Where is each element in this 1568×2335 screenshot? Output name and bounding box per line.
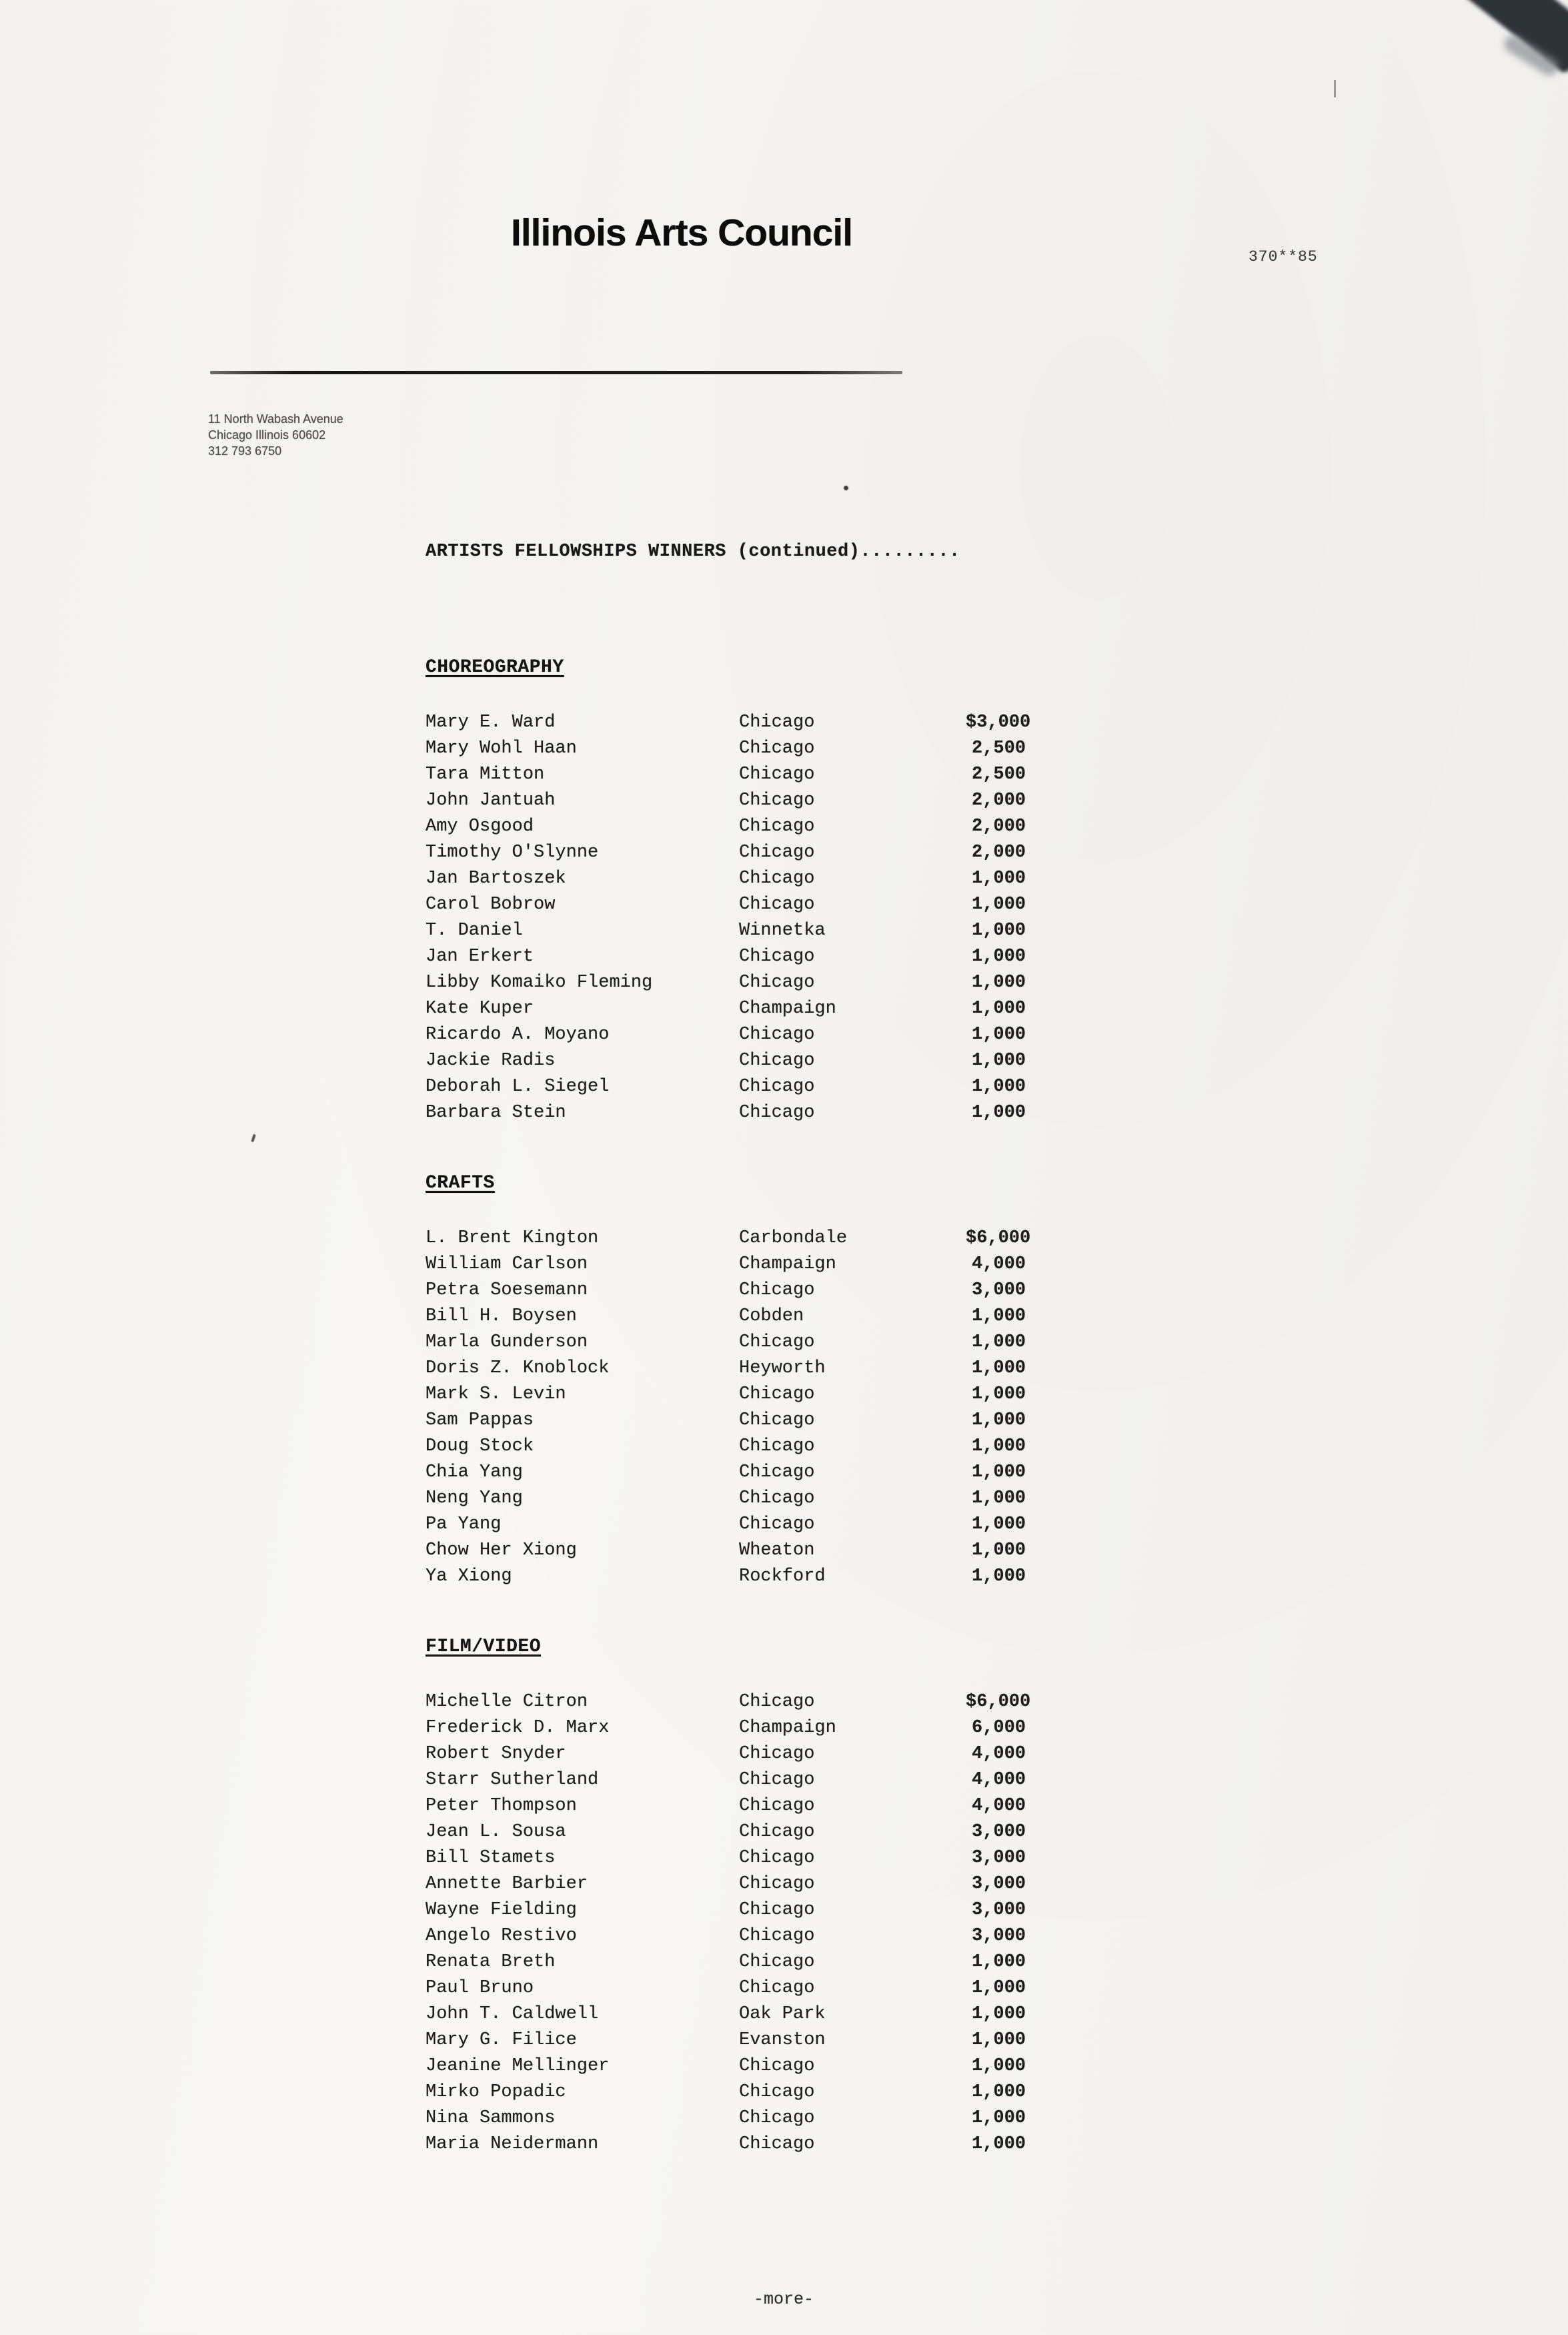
cell-amount: 3,000 bbox=[971, 1822, 1026, 1842]
cell-name: Doris Z. Knoblock bbox=[426, 1358, 610, 1378]
cell-city: Rockford bbox=[739, 1566, 826, 1586]
cell-amount: 1,000 bbox=[971, 1462, 1026, 1482]
cell-amount: 1,000 bbox=[971, 1025, 1026, 1045]
cell-amount: 1,000 bbox=[971, 1306, 1026, 1326]
table-row bbox=[426, 1356, 1026, 1382]
cell-amount: 2,500 bbox=[971, 765, 1026, 785]
table-row bbox=[426, 1408, 1026, 1434]
cell-name: Petra Soesemann bbox=[426, 1280, 588, 1300]
table-row bbox=[426, 918, 1026, 944]
table-row bbox=[426, 1252, 1026, 1278]
cell-amount: 1,000 bbox=[971, 1103, 1026, 1123]
cell-city: Chicago bbox=[739, 1796, 815, 1816]
cell-amount: 2,000 bbox=[971, 843, 1026, 863]
cell-city: Chicago bbox=[739, 1332, 815, 1352]
cell-amount: 1,000 bbox=[971, 1978, 1026, 1998]
cell-name: Paul Bruno bbox=[426, 1978, 534, 1998]
cell-name: Angelo Restivo bbox=[426, 1926, 577, 1946]
cell-name: Mary Wohl Haan bbox=[426, 739, 577, 759]
cell-city: Chicago bbox=[739, 1025, 815, 1045]
document-title: ARTISTS FELLOWSHIPS WINNERS (continued)......... bbox=[426, 542, 960, 562]
table-row bbox=[426, 2132, 1026, 2158]
cell-city: Chicago bbox=[739, 1952, 815, 1972]
cell-amount: 1,000 bbox=[971, 1051, 1026, 1071]
cell-city: Chicago bbox=[739, 1488, 815, 1508]
cell-name: Chia Yang bbox=[426, 1462, 523, 1482]
table-row bbox=[426, 1871, 1026, 1897]
cell-amount: 1,000 bbox=[971, 1384, 1026, 1404]
cell-name: Jan Erkert bbox=[426, 947, 534, 967]
cell-name: Jean L. Sousa bbox=[426, 1822, 566, 1842]
cell-amount: 1,000 bbox=[971, 973, 1026, 993]
cell-amount: 1,000 bbox=[971, 1514, 1026, 1534]
table-row bbox=[426, 866, 1026, 892]
cell-amount: 3,000 bbox=[971, 1280, 1026, 1300]
cell-amount: 4,000 bbox=[971, 1254, 1026, 1274]
cell-city: Champaign bbox=[739, 1254, 836, 1274]
table-row bbox=[426, 1741, 1026, 1767]
cell-city: Chicago bbox=[739, 1280, 815, 1300]
table-row bbox=[426, 1767, 1026, 1793]
cell-city: Evanston bbox=[739, 2030, 826, 2050]
cell-city: Chicago bbox=[739, 1926, 815, 1946]
cell-amount: 1,000 bbox=[971, 1488, 1026, 1508]
table-row bbox=[426, 970, 1026, 996]
cell-amount: 4,000 bbox=[971, 1770, 1026, 1790]
cell-city: Chicago bbox=[739, 1051, 815, 1071]
cell-amount: 2,000 bbox=[971, 791, 1026, 811]
date-stamp: 370**85 bbox=[1249, 248, 1318, 266]
table-row bbox=[426, 1022, 1026, 1048]
cell-city: Chicago bbox=[739, 765, 815, 785]
cell-amount: 1,000 bbox=[971, 1436, 1026, 1456]
fellowship-section bbox=[426, 1637, 1031, 2158]
table-row bbox=[426, 710, 1031, 736]
table-row bbox=[426, 1715, 1026, 1741]
cell-name: Mary G. Filice bbox=[426, 2030, 577, 2050]
cell-amount: 1,000 bbox=[971, 921, 1026, 941]
cell-name: Amy Osgood bbox=[426, 817, 534, 837]
cell-city: Wheaton bbox=[739, 1540, 815, 1560]
address-line-1: 11 North Wabash Avenue bbox=[208, 412, 343, 426]
cell-city: Chicago bbox=[739, 2108, 815, 2128]
table-row bbox=[426, 1793, 1026, 1819]
cell-name: Maria Neidermann bbox=[426, 2134, 599, 2154]
table-row bbox=[426, 1330, 1026, 1356]
cell-name: Nina Sammons bbox=[426, 2108, 556, 2128]
cell-city: Chicago bbox=[739, 1103, 815, 1123]
cell-amount: 1,000 bbox=[971, 947, 1026, 967]
cell-amount: 2,000 bbox=[971, 817, 1026, 837]
cell-amount: 1,000 bbox=[971, 869, 1026, 889]
table-row bbox=[426, 788, 1026, 814]
table-row bbox=[426, 2027, 1026, 2053]
cell-name: Jeanine Mellinger bbox=[426, 2056, 610, 2076]
table-row bbox=[426, 814, 1026, 840]
cell-city: Champaign bbox=[739, 1718, 836, 1738]
table-row bbox=[426, 2079, 1026, 2106]
table-row bbox=[426, 736, 1026, 762]
fellowship-section bbox=[426, 1173, 1031, 1590]
fellowship-section bbox=[426, 657, 1031, 1126]
table-row bbox=[426, 1278, 1026, 1304]
cell-name: Robert Snyder bbox=[426, 1744, 566, 1764]
cell-city: Champaign bbox=[739, 999, 836, 1019]
table-row bbox=[426, 1949, 1026, 1975]
scan-edge-mark bbox=[1334, 80, 1336, 97]
cell-amount: 1,000 bbox=[971, 1952, 1026, 1972]
scan-stray-dot bbox=[844, 486, 848, 490]
cell-city: Chicago bbox=[739, 1848, 815, 1868]
cell-amount: 1,000 bbox=[971, 2108, 1026, 2128]
cell-city: Chicago bbox=[739, 947, 815, 967]
cell-name: Jackie Radis bbox=[426, 1051, 556, 1071]
org-logo-text: Illinois Arts Council bbox=[511, 211, 853, 254]
cell-amount: 1,000 bbox=[971, 1410, 1026, 1430]
table-row bbox=[426, 1486, 1026, 1512]
table-row bbox=[426, 944, 1026, 970]
cell-name: Michelle Citron bbox=[426, 1692, 588, 1712]
cell-city: Chicago bbox=[739, 1900, 815, 1920]
cell-city: Chicago bbox=[739, 843, 815, 863]
cell-amount: 2,500 bbox=[971, 739, 1026, 759]
cell-amount: 3,000 bbox=[971, 1848, 1026, 1868]
cell-name: Mary E. Ward bbox=[426, 713, 556, 733]
cell-name: John Jantuah bbox=[426, 791, 556, 811]
cell-city: Oak Park bbox=[739, 2004, 826, 2024]
cell-amount: $6,000 bbox=[966, 1228, 1031, 1248]
cell-city: Chicago bbox=[739, 1770, 815, 1790]
cell-city: Chicago bbox=[739, 1384, 815, 1404]
cell-amount: 1,000 bbox=[971, 2004, 1026, 2024]
cell-name: Tara Mitton bbox=[426, 765, 545, 785]
cell-name: Mirko Popadic bbox=[426, 2082, 566, 2102]
cell-city: Chicago bbox=[739, 817, 815, 837]
cell-city: Chicago bbox=[739, 1410, 815, 1430]
cell-name: Wayne Fielding bbox=[426, 1900, 577, 1920]
cell-name: Libby Komaiko Fleming bbox=[426, 973, 653, 993]
cell-city: Chicago bbox=[739, 1436, 815, 1456]
table-row bbox=[426, 1538, 1026, 1564]
cell-name: Peter Thompson bbox=[426, 1796, 577, 1816]
cell-name: Doug Stock bbox=[426, 1436, 534, 1456]
cell-name: William Carlson bbox=[426, 1254, 588, 1274]
cell-name: Renata Breth bbox=[426, 1952, 556, 1972]
table-row bbox=[426, 840, 1026, 866]
table-row bbox=[426, 1923, 1026, 1949]
cell-amount: 3,000 bbox=[971, 1874, 1026, 1894]
cell-amount: 6,000 bbox=[971, 1718, 1026, 1738]
table-row bbox=[426, 2053, 1026, 2079]
table-row bbox=[426, 1975, 1026, 2001]
table-row bbox=[426, 1689, 1031, 1715]
table-row bbox=[426, 1512, 1026, 1538]
cell-name: Carol Bobrow bbox=[426, 895, 556, 915]
address-line-3: 312 793 6750 bbox=[208, 444, 282, 458]
page-continuation-marker: -more- bbox=[753, 2290, 814, 2309]
cell-amount: $6,000 bbox=[966, 1692, 1031, 1712]
cell-name: Chow Her Xiong bbox=[426, 1540, 577, 1560]
scan-stray-mark bbox=[251, 1134, 256, 1143]
cell-amount: 1,000 bbox=[971, 2082, 1026, 2102]
section-heading: FILM/VIDEO bbox=[426, 1637, 542, 1657]
cell-name: Marla Gunderson bbox=[426, 1332, 588, 1352]
cell-amount: 1,000 bbox=[971, 1566, 1026, 1586]
cell-amount: 1,000 bbox=[971, 895, 1026, 915]
cell-name: Pa Yang bbox=[426, 1514, 502, 1534]
cell-amount: 4,000 bbox=[971, 1796, 1026, 1816]
cell-amount: 1,000 bbox=[971, 1332, 1026, 1352]
cell-city: Carbondale bbox=[739, 1228, 848, 1248]
cell-name: Mark S. Levin bbox=[426, 1384, 566, 1404]
cell-name: Annette Barbier bbox=[426, 1874, 588, 1894]
table-row bbox=[426, 762, 1026, 788]
cell-name: Starr Sutherland bbox=[426, 1770, 599, 1790]
cell-city: Chicago bbox=[739, 1744, 815, 1764]
cell-name: Timothy O'Slynne bbox=[426, 843, 599, 863]
cell-city: Chicago bbox=[739, 791, 815, 811]
table-row bbox=[426, 1382, 1026, 1408]
fellowship-sections bbox=[426, 657, 1031, 2204]
cell-city: Chicago bbox=[739, 2082, 815, 2102]
cell-city: Cobden bbox=[739, 1306, 804, 1326]
table-row bbox=[426, 1845, 1026, 1871]
table-row bbox=[426, 1048, 1026, 1074]
cell-amount: 1,000 bbox=[971, 2056, 1026, 2076]
table-row bbox=[426, 1897, 1026, 1923]
section-heading: CRAFTS bbox=[426, 1173, 495, 1194]
cell-name: Frederick D. Marx bbox=[426, 1718, 610, 1738]
cell-city: Chicago bbox=[739, 713, 815, 733]
cell-city: Heyworth bbox=[739, 1358, 826, 1378]
org-address-block bbox=[208, 411, 343, 459]
cell-city: Chicago bbox=[739, 869, 815, 889]
table-row bbox=[426, 2001, 1026, 2027]
cell-city: Chicago bbox=[739, 1874, 815, 1894]
table-row bbox=[426, 1304, 1026, 1330]
cell-name: Deborah L. Siegel bbox=[426, 1077, 610, 1097]
cell-name: L. Brent Kington bbox=[426, 1228, 599, 1248]
cell-amount: 3,000 bbox=[971, 1926, 1026, 1946]
cell-amount: 1,000 bbox=[971, 999, 1026, 1019]
cell-name: T. Daniel bbox=[426, 921, 523, 941]
table-row bbox=[426, 2106, 1026, 2132]
cell-name: Jan Bartoszek bbox=[426, 869, 566, 889]
cell-amount: 1,000 bbox=[971, 1540, 1026, 1560]
table-row bbox=[426, 1564, 1026, 1590]
cell-name: Neng Yang bbox=[426, 1488, 523, 1508]
table-row bbox=[426, 1074, 1026, 1100]
cell-city: Chicago bbox=[739, 1514, 815, 1534]
cell-name: Bill H. Boysen bbox=[426, 1306, 577, 1326]
cell-amount: 1,000 bbox=[971, 1077, 1026, 1097]
cell-name: Sam Pappas bbox=[426, 1410, 534, 1430]
cell-city: Winnetka bbox=[739, 921, 826, 941]
cell-amount: 4,000 bbox=[971, 1744, 1026, 1764]
table-row bbox=[426, 1100, 1026, 1126]
cell-city: Chicago bbox=[739, 739, 815, 759]
address-line-2: Chicago Illinois 60602 bbox=[208, 428, 326, 442]
cell-city: Chicago bbox=[739, 2134, 815, 2154]
cell-city: Chicago bbox=[739, 1692, 815, 1712]
cell-city: Chicago bbox=[739, 1462, 815, 1482]
cell-amount: 3,000 bbox=[971, 1900, 1026, 1920]
cell-name: Bill Stamets bbox=[426, 1848, 556, 1868]
section-heading: CHOREOGRAPHY bbox=[426, 657, 564, 678]
table-row bbox=[426, 996, 1026, 1022]
cell-amount: $3,000 bbox=[966, 713, 1031, 733]
table-row bbox=[426, 1819, 1026, 1845]
cell-name: Ya Xiong bbox=[426, 1566, 512, 1586]
cell-city: Chicago bbox=[739, 895, 815, 915]
cell-amount: 1,000 bbox=[971, 1358, 1026, 1378]
table-row bbox=[426, 1460, 1026, 1486]
cell-city: Chicago bbox=[739, 2056, 815, 2076]
cell-name: Kate Kuper bbox=[426, 999, 534, 1019]
letterhead-divider bbox=[210, 371, 902, 374]
cell-city: Chicago bbox=[739, 1822, 815, 1842]
cell-amount: 1,000 bbox=[971, 2134, 1026, 2154]
table-row bbox=[426, 892, 1026, 918]
cell-name: Barbara Stein bbox=[426, 1103, 566, 1123]
table-row bbox=[426, 1434, 1026, 1460]
cell-name: John T. Caldwell bbox=[426, 2004, 599, 2024]
cell-city: Chicago bbox=[739, 1978, 815, 1998]
table-row bbox=[426, 1226, 1031, 1252]
cell-city: Chicago bbox=[739, 973, 815, 993]
cell-city: Chicago bbox=[739, 1077, 815, 1097]
cell-amount: 1,000 bbox=[971, 2030, 1026, 2050]
cell-name: Ricardo A. Moyano bbox=[426, 1025, 610, 1045]
